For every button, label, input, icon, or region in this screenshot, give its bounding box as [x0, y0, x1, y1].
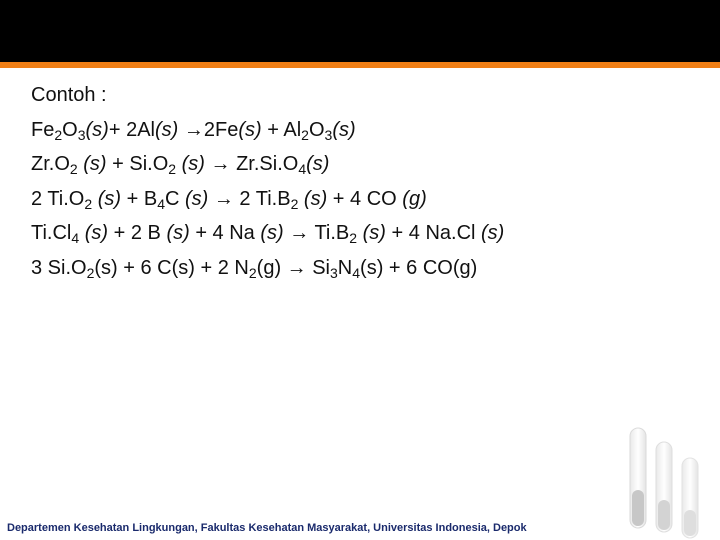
- state-symbol: (s): [84, 222, 109, 244]
- subscript: 2: [54, 126, 63, 143]
- state-symbol: (s): [184, 187, 209, 210]
- subscript: 2: [301, 126, 309, 143]
- equation-text: + 2 B: [108, 222, 167, 244]
- state-symbol: (s): [306, 153, 330, 175]
- state-symbol: (s): [362, 222, 386, 244]
- state-symbol: (s): [303, 187, 328, 210]
- equation-line: [31, 182, 691, 217]
- subscript: 4: [157, 195, 165, 212]
- slide-body: [31, 78, 691, 285]
- subscript: 2: [248, 264, 257, 281]
- equation-text: + 2Al: [108, 118, 155, 141]
- equation-text: → Zr.Si.O: [204, 153, 299, 175]
- equation-text: (g) → Si: [256, 256, 330, 279]
- equation-text: →2Fe: [178, 118, 239, 141]
- equation-list: [31, 113, 691, 286]
- slide-heading: Contoh :: [31, 84, 107, 106]
- state-symbol: (s): [238, 118, 262, 141]
- equation-line: [31, 113, 691, 148]
- state-symbol: (s): [181, 153, 205, 175]
- equation-line: [31, 216, 691, 251]
- test-tubes-image: [612, 420, 720, 540]
- equation-text: + 4 CO: [327, 187, 403, 210]
- equation-text: → 2 Ti.B: [208, 187, 291, 210]
- subscript: 4: [298, 161, 307, 177]
- equation-text: Ti.Cl: [31, 222, 72, 244]
- equation-text: + Si.O: [106, 153, 169, 175]
- equation-text: N: [337, 256, 353, 279]
- equation-text: + Al: [261, 118, 302, 141]
- equation-text: 3 Si.O: [31, 256, 87, 279]
- subscript: 2: [168, 161, 177, 177]
- equation-text: → Ti.B: [283, 222, 350, 244]
- state-symbol: (g): [402, 187, 427, 210]
- subscript: 2: [69, 161, 78, 177]
- equation-text: + 4 Na: [189, 222, 261, 244]
- subscript: 4: [352, 264, 361, 281]
- subscript: 3: [330, 264, 338, 281]
- state-symbol: (s): [332, 118, 356, 141]
- equation-text: (s) + 6 C(s) + 2 N: [94, 256, 249, 279]
- equation-text: Zr.O: [31, 153, 70, 175]
- equation-text: O: [62, 118, 78, 141]
- equation-text: (s) + 6 CO(g): [360, 256, 478, 279]
- equation-text: O: [308, 118, 325, 141]
- subscript: 2: [349, 230, 358, 246]
- state-symbol: (s): [166, 222, 190, 244]
- equation-text: + B: [121, 187, 158, 210]
- subscript: 2: [86, 264, 95, 281]
- state-symbol: (s): [97, 187, 122, 210]
- equation-text: 2 Ti.O: [31, 187, 85, 210]
- header-band: [0, 0, 720, 62]
- state-symbol: (s): [260, 222, 284, 244]
- subscript: 2: [84, 195, 93, 212]
- equation-text: Fe: [31, 118, 55, 141]
- state-symbol: (s): [154, 118, 179, 141]
- equation-line: [31, 147, 691, 182]
- state-symbol: (s): [85, 118, 109, 141]
- subscript: 2: [290, 195, 299, 212]
- state-symbol: (s): [83, 153, 107, 175]
- equation-line: [31, 251, 691, 286]
- subscript: 3: [324, 126, 333, 143]
- accent-divider: [0, 62, 720, 68]
- equation-text: + 4 Na.Cl: [385, 222, 482, 244]
- equation-text: C: [164, 187, 185, 210]
- footer-caption: Departemen Kesehatan Lingkungan, Fakultas Kesehatan Masyarakat, Universitas Indonesia, Depok: [7, 522, 527, 534]
- subscript: 3: [77, 126, 86, 143]
- state-symbol: (s): [481, 222, 505, 244]
- subscript: 4: [71, 230, 80, 246]
